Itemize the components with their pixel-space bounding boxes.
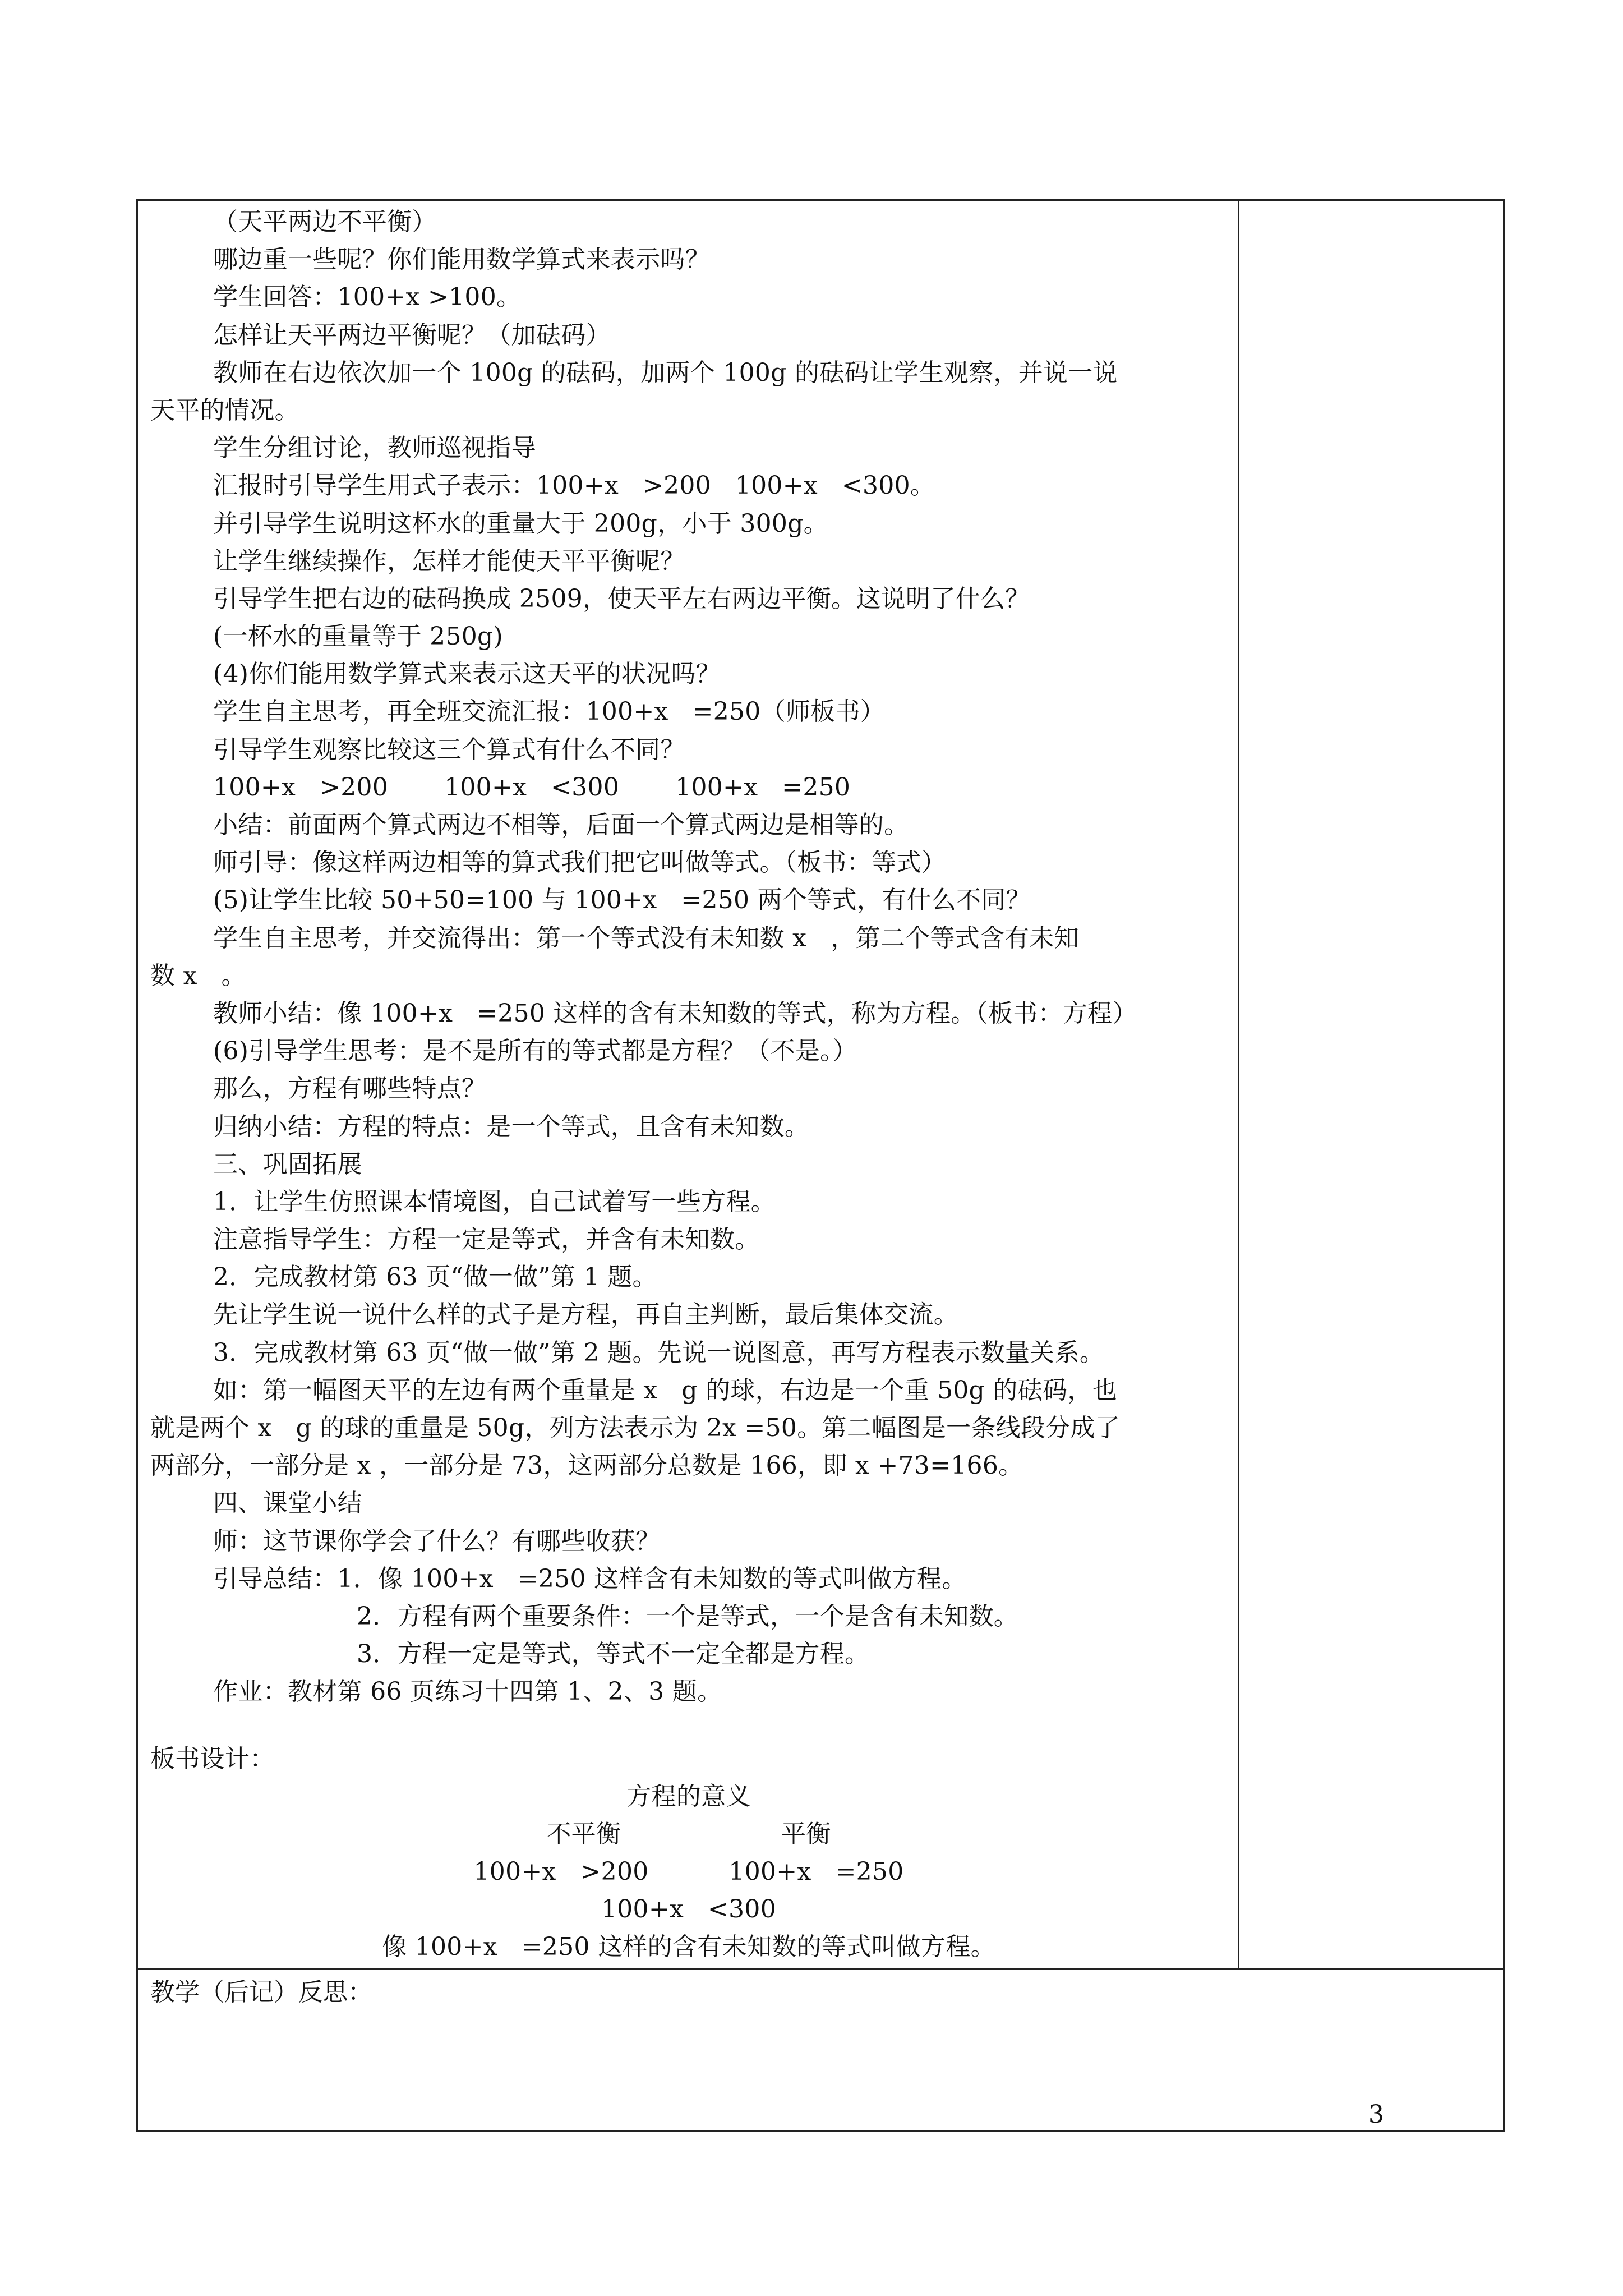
text-line: 那么，方程有哪些特点？ (213, 1074, 487, 1103)
text-line: 三、巩固拓展 (213, 1149, 362, 1179)
text-line: 注意指导学生：方程一定是等式，并含有未知数。 (213, 1225, 760, 1254)
table-column-divider (1238, 199, 1239, 1970)
board-row: 100+x >200 100+x =250 (473, 1857, 904, 1887)
text-line: 汇报时引导学生用式子表示：100+x >200 100+x <300。 (213, 471, 935, 500)
text-line: 哪边重一些呢？你们能用数学算式来表示吗？ (213, 245, 710, 274)
text-line: 作业：教材第 66 页练习十四第 1、2、3 题。 (213, 1677, 722, 1706)
text-line: 2．完成教材第 63 页“做一做”第 1 题。 (213, 1263, 657, 1292)
text-line: 天平的情况。 (150, 395, 299, 425)
text-line: 2．方程有两个重要条件：一个是等式，一个是含有未知数。 (357, 1602, 1019, 1631)
text-line: 师引导：像这样两边相等的算式我们把它叫做等式。（板书：等式） (213, 848, 946, 877)
board-design-label: 板书设计： (150, 1744, 275, 1773)
text-line: 四、课堂小结 (213, 1489, 362, 1518)
lesson-content (150, 203, 1227, 1966)
text-line: (4)你们能用数学算式来表示这天平的状况吗？ (213, 660, 721, 689)
text-line: （天平两边不平衡） (213, 208, 437, 236)
board-headers: 不平衡 平衡 (546, 1819, 831, 1848)
text-line: 引导总结：1．像 100+x =250 这样含有未知数的等式叫做方程。 (213, 1564, 967, 1593)
text-line: 引导学生把右边的砝码换成 2509，使天平左右两边平衡。这说明了什么？ (213, 584, 1030, 613)
text-line: 教师小结：像 100+x =250 这样的含有未知数的等式，称为方程。（板书：方程） (213, 999, 1137, 1028)
board-title: 方程的意义 (626, 1782, 751, 1811)
board-summary: 像 100+x =250 这样的含有未知数的等式叫做方程。 (382, 1932, 995, 1962)
text-line: 3．完成教材第 63 页“做一做”第 2 题。先说一说图意，再写方程表示数量关系。 (213, 1338, 1105, 1367)
text-line: 就是两个 x g 的球的重量是 50g，列方法表示为 2x =50。第二幅图是一条线段分成了 (150, 1414, 1121, 1442)
text-line: 并引导学生说明这杯水的重量大于 200g，小于 300g。 (213, 509, 828, 538)
text-line: 引导学生观察比较这三个算式有什么不同？ (213, 735, 685, 764)
text-line: 先让学生说一说什么样的式子是方程，再自主判断，最后集体交流。 (213, 1300, 958, 1329)
text-line: (5)让学生比较 50+50=100 与 100+x =250 两个等式，有什么不同？ (213, 886, 1031, 915)
board-row: 100+x <300 (601, 1895, 777, 1924)
reflection-label: 教学（后记）反思： (150, 1978, 372, 2007)
text-line: 两部分，一部分是 x ，一部分是 73，这两部分总数是 166，即 x +73=166。 (150, 1451, 1023, 1480)
text-line: 学生自主思考，并交流得出：第一个等式没有未知数 x ，第二个等式含有未知 (213, 923, 1080, 953)
text-line: 让学生继续操作，怎样才能使天平平衡呢？ (213, 546, 685, 576)
text-line: 学生分组讨论，教师巡视指导 (213, 434, 536, 463)
text-line: 3．方程一定是等式，等式不一定全都是方程。 (357, 1640, 870, 1669)
text-line: 学生自主思考，再全班交流汇报：100+x =250（师板书） (213, 697, 886, 726)
text-line: 数 x 。 (150, 961, 246, 990)
text-line: 师：这节课你学会了什么？有哪些收获？ (213, 1526, 661, 1556)
text-line: 小结：前面两个算式两边不相等，后面一个算式两边是相等的。 (213, 811, 909, 839)
text-line: 学生回答：100+x >100。 (213, 283, 522, 312)
table-row-divider (136, 1968, 1505, 1970)
text-line: (一杯水的重量等于 250g) (213, 622, 503, 651)
spacer (150, 1711, 1227, 1740)
text-line: 100+x >200 100+x <300 100+x =250 (213, 772, 851, 802)
text-line: 归纳小结：方程的特点：是一个等式，且含有未知数。 (213, 1112, 810, 1141)
text-line: 1．让学生仿照课本情境图，自己试着写一些方程。 (213, 1187, 776, 1216)
text-line: 怎样让天平两边平衡呢？（加砝码） (213, 320, 611, 349)
text-line: 教师在右边依次加一个 100g 的砝码，加两个 100g 的砝码让学生观察，并说一说 (213, 358, 1118, 387)
text-line: (6)引导学生思考：是不是所有的等式都是方程？（不是。） (213, 1037, 857, 1066)
text-line: 如：第一幅图天平的左边有两个重量是 x g 的球，右边是一个重 50g 的砝码，也 (213, 1375, 1117, 1405)
page-number: 3 (1368, 2100, 1384, 2129)
